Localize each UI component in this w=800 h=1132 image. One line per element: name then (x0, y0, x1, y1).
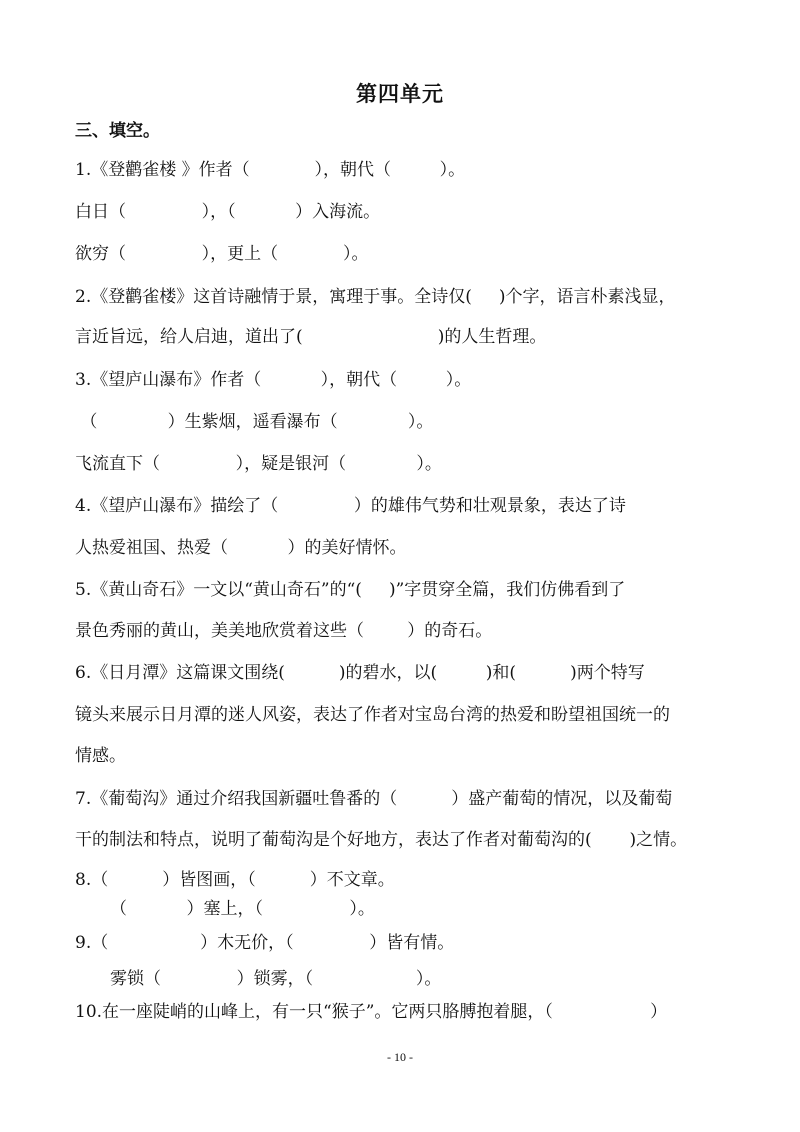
page-title: 第四单元 (356, 81, 444, 106)
text-line-21: 雾锁（ ）锁雾，（ ）。 (110, 969, 442, 989)
text-line-10: 人热爱祖国、热爱（ ）的美好情怀。 (75, 538, 407, 558)
text-line-12: 景色秀丽的黄山，美美地欣赏着这些（ ）的奇石。 (75, 621, 493, 641)
text-line-18: 8.（ ）皆图画，（ ）不文章。 (75, 870, 395, 890)
text-line-8: 飞流直下（ ），疑是银河（ ）。 (75, 454, 442, 474)
text-line-13: 6.《日月潭》这篇课文围绕( )的碧水，以( )和( )两个特写 (75, 663, 645, 683)
text-line-14: 镜头来展示日月潭的迷人风姿，表达了作者对宝岛台湾的热爱和盼望祖国统一的 (75, 705, 670, 725)
text-line-1: 1.《登鹳雀楼 》作者（ ），朝代（ ）。 (75, 160, 466, 180)
text-line-9: 4.《望庐山瀑布》描绘了（ ）的雄伟气势和壮观景象，表达了诗 (75, 496, 626, 516)
text-line-15: 情感。 (75, 746, 126, 766)
text-line-17: 干的制法和特点，说明了葡萄沟是个好地方，表达了作者对葡萄沟的( )之情。 (75, 830, 688, 850)
text-line-6: 3.《望庐山瀑布》作者（ ），朝代（ ）。 (75, 370, 472, 390)
text-line-20: 9.（ ）木无价，（ ）皆有情。 (75, 933, 455, 953)
section-heading: 三、填空。 (75, 121, 160, 141)
text-line-11: 5.《黄山奇石》一文以“黄山奇石”的“( )”字贯穿全篇，我们仿佛看到了 (75, 580, 626, 600)
text-line-19: （ ）塞上，（ ）。 (110, 899, 375, 919)
text-line-7: （ ）生紫烟，遥看瀑布（ ）。 (75, 412, 434, 432)
text-line-3: 欲穷（ ），更上（ ）。 (75, 244, 369, 264)
text-line-5: 言近旨远，给人启迪，道出了( )的人生哲理。 (75, 327, 547, 347)
text-line-4: 2.《登鹳雀楼》这首诗融情于景，寓理于事。全诗仅( )个字，语言朴素浅显， (75, 287, 676, 307)
text-line-2: 白日（ ），（ ）入海流。 (75, 202, 381, 222)
page-number: - 10 - (387, 1050, 413, 1064)
text-line-16: 7.《葡萄沟》通过介绍我国新疆吐鲁番的（ ）盛产葡萄的情况，以及葡萄 (75, 789, 673, 809)
text-line-22: 10.在一座陡峭的山峰上，有一只“猴子”。它两只胳膊抱着腿，（ ） (75, 1002, 668, 1022)
